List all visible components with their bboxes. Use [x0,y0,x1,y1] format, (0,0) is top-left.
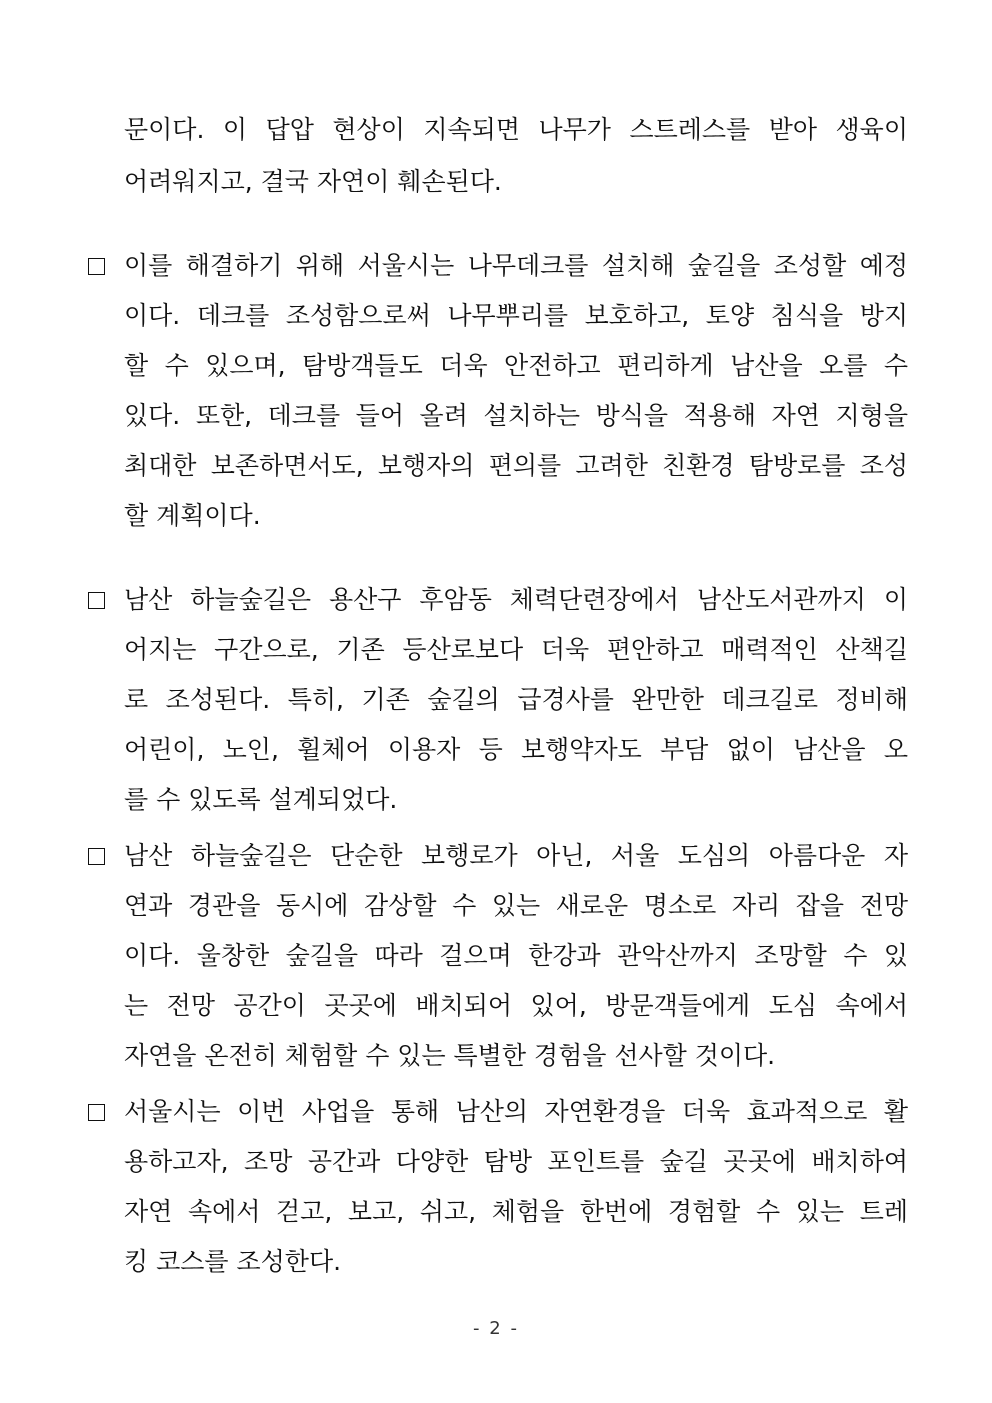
text-line: 자연 속에서 걷고, 보고, 쉬고, 체험을 한번에 경험할 수 있는 트레 [124,1197,908,1226]
text-line: 이를 해결하기 위해 서울시는 나무데크를 설치해 숲길을 조성할 예정 [124,251,908,280]
text-line: 할 수 있으며, 탐방객들도 더욱 안전하고 편리하게 남산을 오를 수 [124,351,908,380]
text-line: 이다. 데크를 조성함으로써 나무뿌리를 보호하고, 토양 침식을 방지 [124,301,908,330]
text-line: 킹 코스를 조성한다. [124,1247,342,1276]
text-line: 있다. 또한, 데크를 들어 올려 설치하는 방식을 적용해 자연 지형을 [124,401,908,430]
text-line: 어려워지고, 결국 자연이 훼손된다. [124,167,502,196]
text-line: 이다. 울창한 숲길을 따라 걸으며 한강과 관악산까지 조망할 수 있 [124,941,908,970]
text-line: 할 계획이다. [124,501,261,530]
checkbox-bullet-icon [88,592,105,609]
text-line: 남산 하늘숲길은 용산구 후암동 체력단련장에서 남산도서관까지 이 [124,585,908,614]
checkbox-bullet-icon [88,848,105,865]
checkbox-bullet-icon [88,1104,105,1121]
text-line: 서울시는 이번 사업을 통해 남산의 자연환경을 더욱 효과적으로 활 [124,1097,908,1126]
text-line: 문이다. 이 답압 현상이 지속되면 나무가 스트레스를 받아 생육이 [124,115,908,144]
checkbox-bullet-icon [88,258,105,275]
text-line: 어지는 구간으로, 기존 등산로보다 더욱 편안하고 매력적인 산책길 [124,635,908,664]
text-line: 를 수 있도록 설계되었다. [124,785,398,814]
text-line: 는 전망 공간이 곳곳에 배치되어 있어, 방문객들에게 도심 속에서 [124,991,908,1020]
text-line: 어린이, 노인, 휠체어 이용자 등 보행약자도 부담 없이 남산을 오 [124,735,908,764]
text-line: 최대한 보존하면서도, 보행자의 편의를 고려한 친환경 탐방로를 조성 [124,451,908,480]
text-line: 용하고자, 조망 공간과 다양한 탐방 포인트를 숲길 곳곳에 배치하여 [124,1147,908,1176]
text-line: 자연을 온전히 체험할 수 있는 특별한 경험을 선사할 것이다. [124,1041,776,1070]
text-line: 로 조성된다. 특히, 기존 숲길의 급경사를 완만한 데크길로 정비해 [124,685,908,714]
text-line: 연과 경관을 동시에 감상할 수 있는 새로운 명소로 자리 잡을 전망 [124,891,908,920]
page-number: - 2 - [473,1318,519,1339]
text-line: 남산 하늘숲길은 단순한 보행로가 아닌, 서울 도심의 아름다운 자 [124,841,908,870]
